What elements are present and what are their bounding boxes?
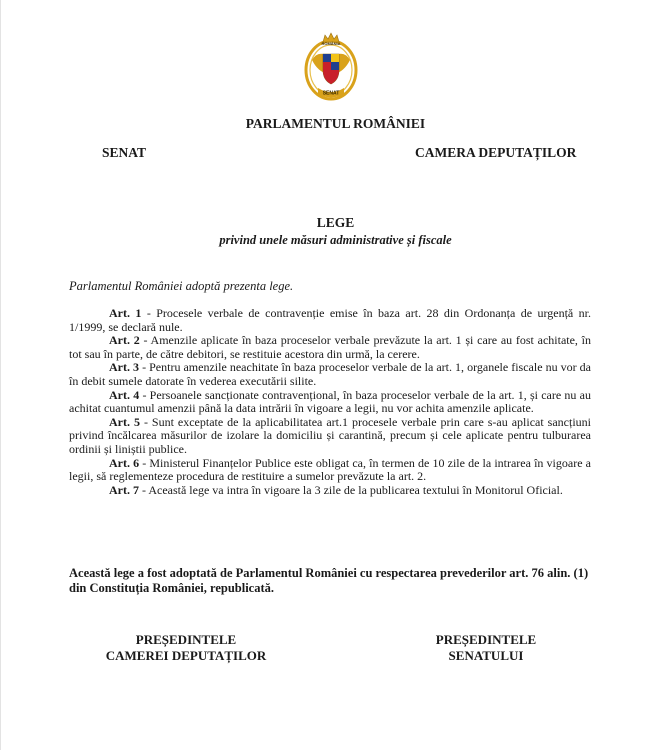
signature-institution: CAMEREI DEPUTAȚILOR bbox=[105, 648, 267, 663]
signature-chamber-president bbox=[101, 632, 271, 664]
article-text: - Persoanele sancționate contravențional, în baza proceselor verbale de la art. 1, și care nu au achitat cuantumul amenzii până la data intrării în vigoare a legii, nu vor achita amenzile aplicate. bbox=[69, 387, 591, 416]
article-text: - Procesele verbale de contravenție emise în baza art. 28 din Ordonanța de urgență nr. 1/1999, se declară nule. bbox=[69, 306, 591, 334]
adoption-statement: Această lege a fost adoptată de Parlamentul României cu respectarea prevederilor art. 76 alin. (1) din Constituția României, republicată. bbox=[69, 566, 589, 595]
article-label: Art. 4 bbox=[109, 387, 140, 402]
emblem-top-text: ROMÂNIA bbox=[321, 41, 341, 46]
article-3 bbox=[69, 361, 591, 388]
article-text: - Sunt exceptate de la aplicabilitatea art.1 procesele verbale prin care s-au aplicat sancțiuni privind încălcarea măsurilor de izolare la domiciliu și carantină, precum și cele aplicate pentru tulburarea ordinii și liniștii publice. bbox=[69, 414, 591, 456]
article-2 bbox=[69, 334, 591, 361]
article-label: Art. 7 bbox=[109, 482, 139, 497]
articles-list bbox=[69, 307, 591, 497]
article-label: Art. 1 bbox=[109, 306, 142, 320]
article-text: - Ministerul Finanțelor Publice este obligat ca, în termen de 10 zile de la intrarea în vigoare a legii, să reglementeze procedura de restituire a sumelor prevăzute la art. 2. bbox=[69, 455, 591, 484]
romania-senate-coat-of-arms-icon bbox=[304, 30, 358, 102]
article-label: Art. 5 bbox=[109, 414, 140, 429]
article-text: - Amenzile aplicate în baza proceselor verbale prevăzute la art. 1 și care au fost achitate, în tot sau în parte, de către debitori, se restituie acestora din urmă, la cerere. bbox=[69, 333, 591, 361]
article-label: Art. 2 bbox=[109, 333, 140, 348]
article-4 bbox=[69, 389, 591, 416]
senate-label: SENAT bbox=[102, 145, 147, 160]
chamber-of-deputies-label: CAMERA DEPUTAȚILOR bbox=[415, 145, 577, 160]
article-text: - Această lege va intra în vigoare la 3 zile de la publicarea textului în Monitorul Oficial. bbox=[139, 482, 563, 497]
article-label: Art. 6 bbox=[109, 455, 140, 470]
article-5 bbox=[69, 416, 591, 457]
signature-title: PREȘEDINTELE bbox=[135, 632, 237, 647]
emblem-bottom-text: SENAT bbox=[322, 90, 340, 97]
parliament-title: PARLAMENTUL ROMÂNIEI bbox=[245, 116, 426, 131]
article-label: Art. 3 bbox=[109, 360, 140, 375]
article-text: - Pentru amenzile neachitate în baza proceselor verbale de la art. 1, organele fiscale nu vor da în debit sumele datorate în vederea executării silite. bbox=[69, 360, 591, 388]
law-subtitle: privind unele măsuri administrative și fiscale bbox=[219, 233, 452, 247]
intro-text: Parlamentul României adoptă prezenta lege. bbox=[69, 279, 294, 293]
article-6 bbox=[69, 457, 591, 484]
signature-senate-president bbox=[406, 632, 566, 664]
law-heading: LEGE bbox=[316, 215, 355, 230]
signature-title: PREȘEDINTELE bbox=[435, 632, 537, 647]
article-7 bbox=[69, 484, 591, 498]
signature-institution: SENATULUI bbox=[448, 648, 524, 663]
article-1 bbox=[69, 307, 591, 334]
